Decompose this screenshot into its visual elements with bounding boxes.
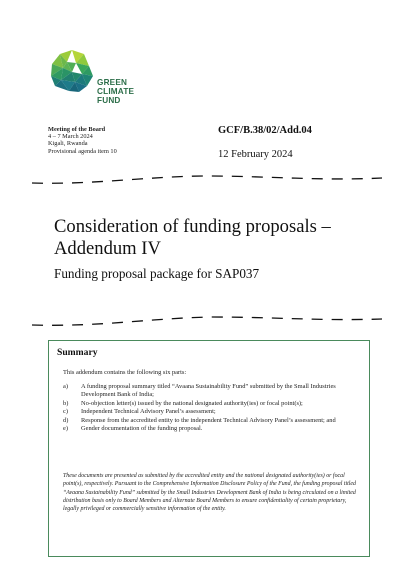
globe-icon — [49, 48, 95, 94]
logo-line-2: CLIMATE — [97, 87, 135, 96]
logo-wordmark — [97, 78, 134, 105]
list-item-text: Response from the accredited entity to the independent Technical Advisory Panel’s assessment; and — [81, 416, 336, 424]
list-item-label: a) — [63, 383, 68, 390]
list-item — [63, 400, 363, 408]
meeting-info — [48, 126, 117, 155]
document-reference: GCF/B.38/02/Add.04 — [218, 125, 312, 136]
list-item-label: d) — [63, 416, 69, 424]
page-subtitle: Funding proposal package for SAP037 — [54, 266, 260, 281]
list-item-label: c) — [63, 408, 68, 416]
divider-wave-bottom — [32, 314, 382, 328]
list-item — [63, 425, 363, 433]
summary-intro: This addendum contains the following six parts: — [63, 369, 187, 376]
divider-wave-top — [32, 173, 382, 187]
list-item-text: A funding proposal summary titled “Avaana Sustainability Fund” submitted by the Small Industries Development Bank of India; — [81, 383, 336, 399]
list-item — [63, 408, 363, 416]
summary-heading: Summary — [57, 347, 98, 358]
document-date: 12 February 2024 — [218, 149, 293, 160]
list-item-label: e) — [63, 425, 68, 433]
meeting-dates: 4 – 7 March 2024 — [48, 133, 93, 141]
meeting-place: Kigali, Rwanda — [48, 140, 88, 148]
meeting-heading: Meeting of the Board — [48, 126, 106, 133]
logo-line-3: FUND — [97, 96, 121, 105]
list-item-text: Independent Technical Advisory Panel’s assessment; — [81, 408, 216, 416]
list-item — [63, 383, 363, 400]
summary-box — [48, 340, 370, 557]
summary-parts-list — [63, 383, 363, 433]
gcf-logo — [49, 48, 149, 108]
page-title: Consideration of funding proposals – Addendum IV — [54, 216, 331, 259]
meeting-agenda: Provisional agenda item 10 — [48, 147, 117, 155]
summary-note: These documents are presented as submitted by the accredited entity and the national designated authority(ies) or focal point(s), respectively. Pursuant to the Comprehensive Information Disclosure Policy of the Fund, the funding proposal titled “Avaana Sustainability Fund” submitted by the Small Industries Development Bank of India is being circulated on a limited distribution basis only to Board Members and Alternate Board Members to ensure confidentiality of certain proprietary, legally privileged or commercially sensitive information of the entity. — [63, 473, 356, 513]
logo-line-1: GREEN — [97, 78, 128, 87]
list-item — [63, 417, 363, 425]
list-item-text: No-objection letter(s) issued by the national designated authority(ies) or focal point(s); — [81, 399, 303, 407]
list-item-text: Gender documentation of the funding proposal. — [81, 425, 203, 433]
list-item-label: b) — [63, 399, 69, 407]
